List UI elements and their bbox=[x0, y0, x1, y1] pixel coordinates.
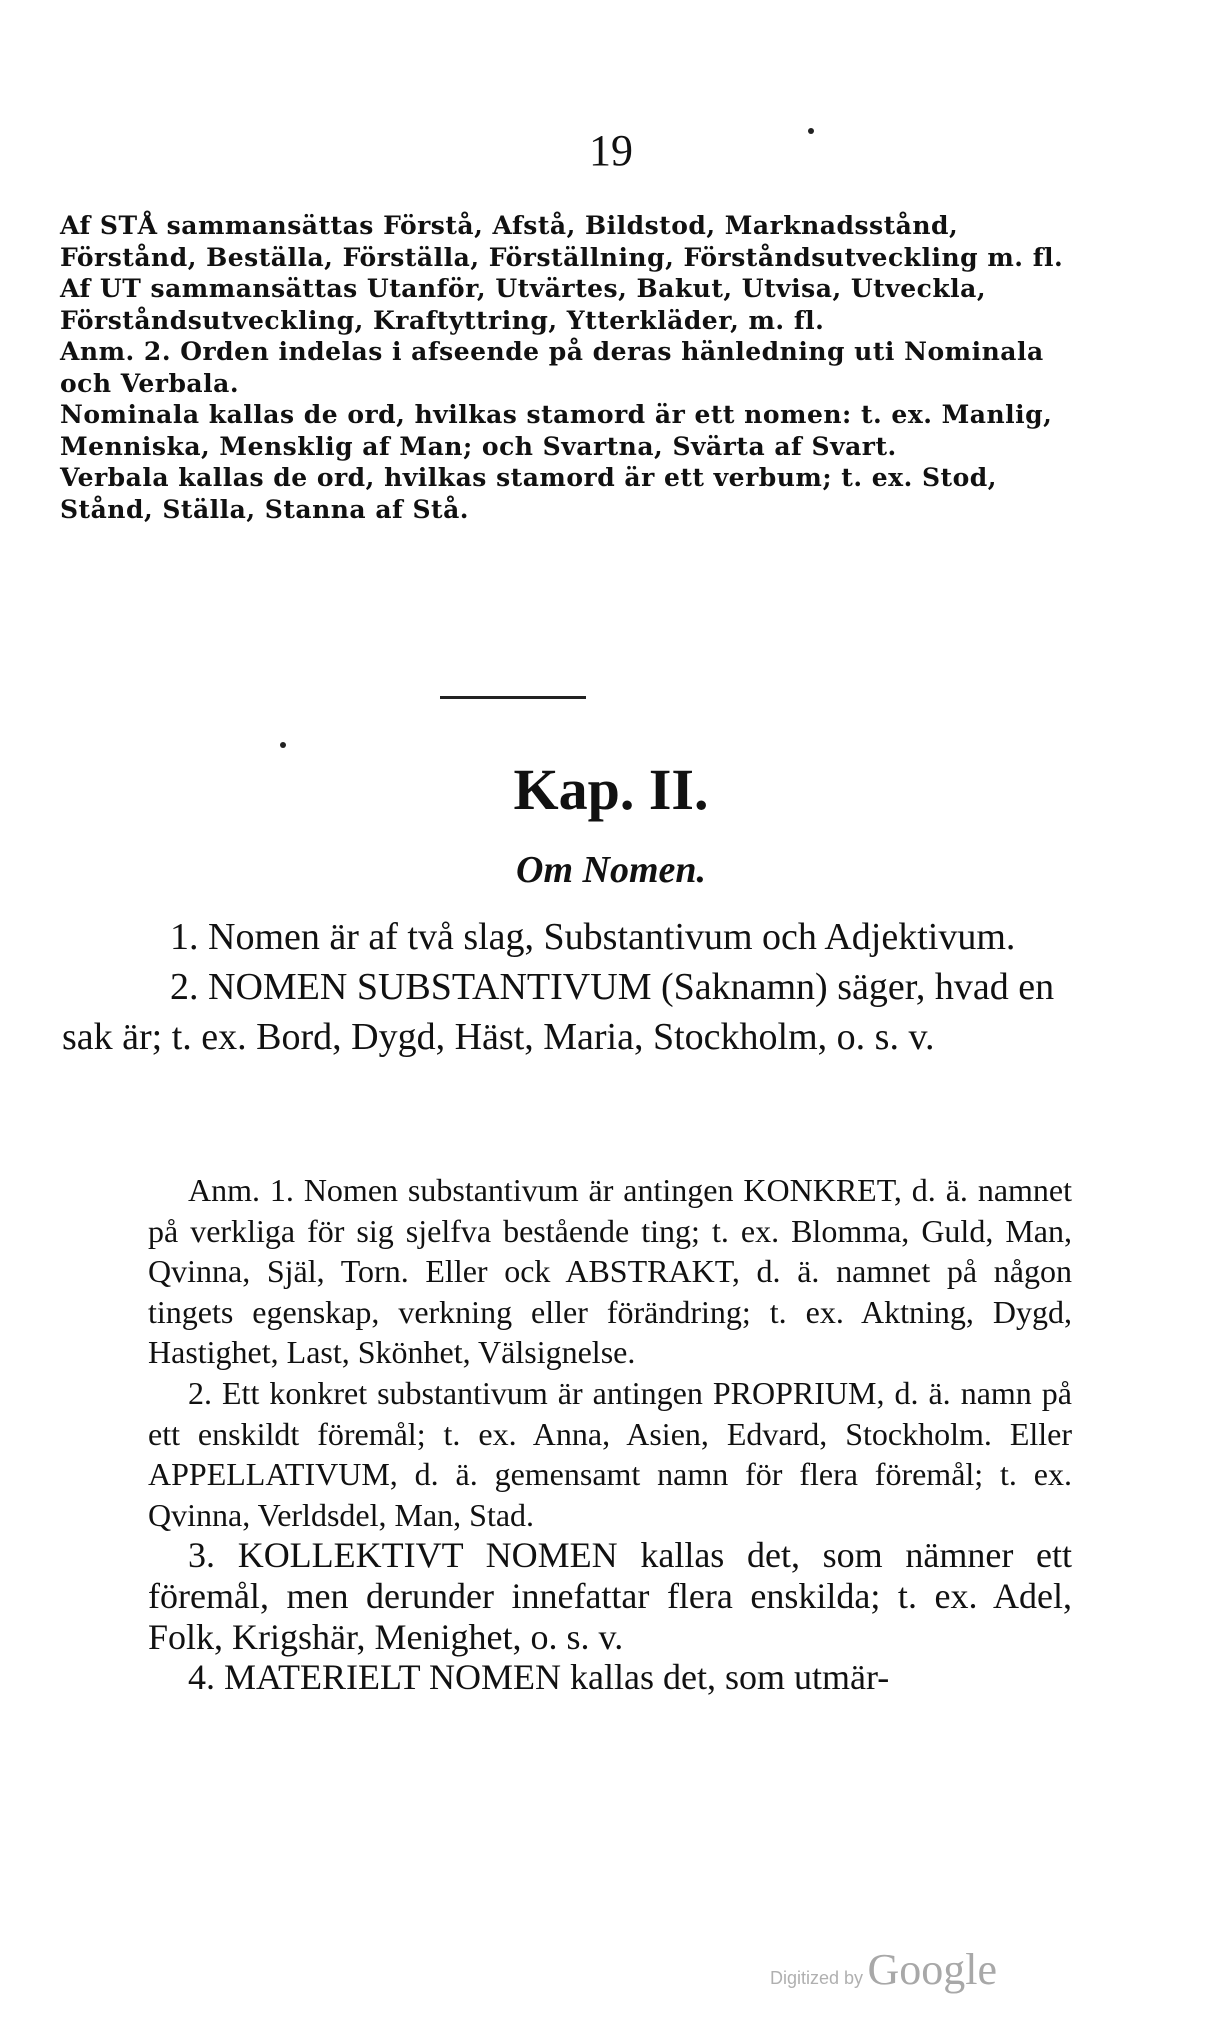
watermark-logo: Google bbox=[867, 1945, 998, 1994]
notes-block bbox=[148, 1170, 1072, 1698]
paragraph-verbala: Verbala kallas de ord, hvilkas stamord är ett verbum; t. ex. Stod, Stånd, Ställa, Stanna af Stå. bbox=[60, 463, 997, 524]
note-3: 3. KOLLEKTIVT NOMEN kallas det, som nämner ett föremål, men derunder innefattar flera enskilda; t. ex. Adel, Folk, Krigshär, Menighet, o. s. v. bbox=[148, 1535, 1072, 1657]
paragraph-anm-2: Anm. 2. Orden indelas i afseende på deras hänledning uti Nominala och Verbala. bbox=[60, 337, 1044, 398]
paragraph-sta: Af STÅ sammansättas Förstå, Afstå, Bildstod, Marknadsstånd, Förstånd, Beställa, Förställa, Förställning, Förståndsutveckling m. fl. bbox=[60, 211, 1064, 272]
watermark-prefix: Digitized by bbox=[770, 1968, 864, 1988]
section-divider bbox=[440, 696, 586, 699]
paragraph-nominala: Nominala kallas de ord, hvilkas stamord är ett nomen: t. ex. Manlig, Menniska, Mensklig af Man; och Svartna, Svärta af Svart. bbox=[60, 400, 1053, 461]
note-2: 2. Ett konkret substantivum är antingen PROPRIUM, d. ä. namn på ett enskildt föremål; t. ex. Anna, Asien, Edvard, Stockholm. Eller APPELLATIVUM, d. ä. gemensamt namn för flera föremål; t. ex. Qvinna, Verldsdel, Man, Stad. bbox=[148, 1374, 1072, 1533]
chapter-subtitle: Om Nomen. bbox=[516, 849, 706, 891]
paragraph-1: 1. Nomen är af två slag, Substantivum och Adjektivum. bbox=[170, 916, 1016, 958]
upper-text-block bbox=[60, 210, 1070, 525]
paragraph-ut: Af UT sammansättas Utanför, Utvärtes, Bakut, Utvisa, Utveckla, Förståndsutveckling, Kraftyttring, Ytterkläder, m. fl. bbox=[60, 274, 987, 335]
main-text-block bbox=[62, 912, 1072, 1062]
note-1: Anm. 1. Nomen substantivum är antingen KONKRET, d. ä. namnet på verkliga för sig sjelfva bestående ting; t. ex. Blomma, Guld, Man, Qvinna, Själ, Torn. Eller ock ABSTRAKT, d. ä. namnet på någon tingets egenskap, verkning eller förändring; t. ex. Aktning, Dygd, Hastighet, Last, Skönhet, Välsignelse. bbox=[148, 1172, 1072, 1371]
speck-mark bbox=[808, 128, 814, 134]
digitized-watermark bbox=[770, 1944, 997, 1995]
note-4: 4. MATERIELT NOMEN kallas det, som utmär- bbox=[188, 1657, 890, 1698]
page-number: 19 bbox=[589, 126, 633, 175]
paragraph-2: 2. NOMEN SUBSTANTIVUM (Saknamn) säger, hvad en sak är; t. ex. Bord, Dygd, Häst, Maria, Stockholm, o. s. v. bbox=[62, 966, 1055, 1058]
speck-mark bbox=[280, 742, 286, 748]
chapter-title: Kap. II. bbox=[513, 757, 709, 822]
